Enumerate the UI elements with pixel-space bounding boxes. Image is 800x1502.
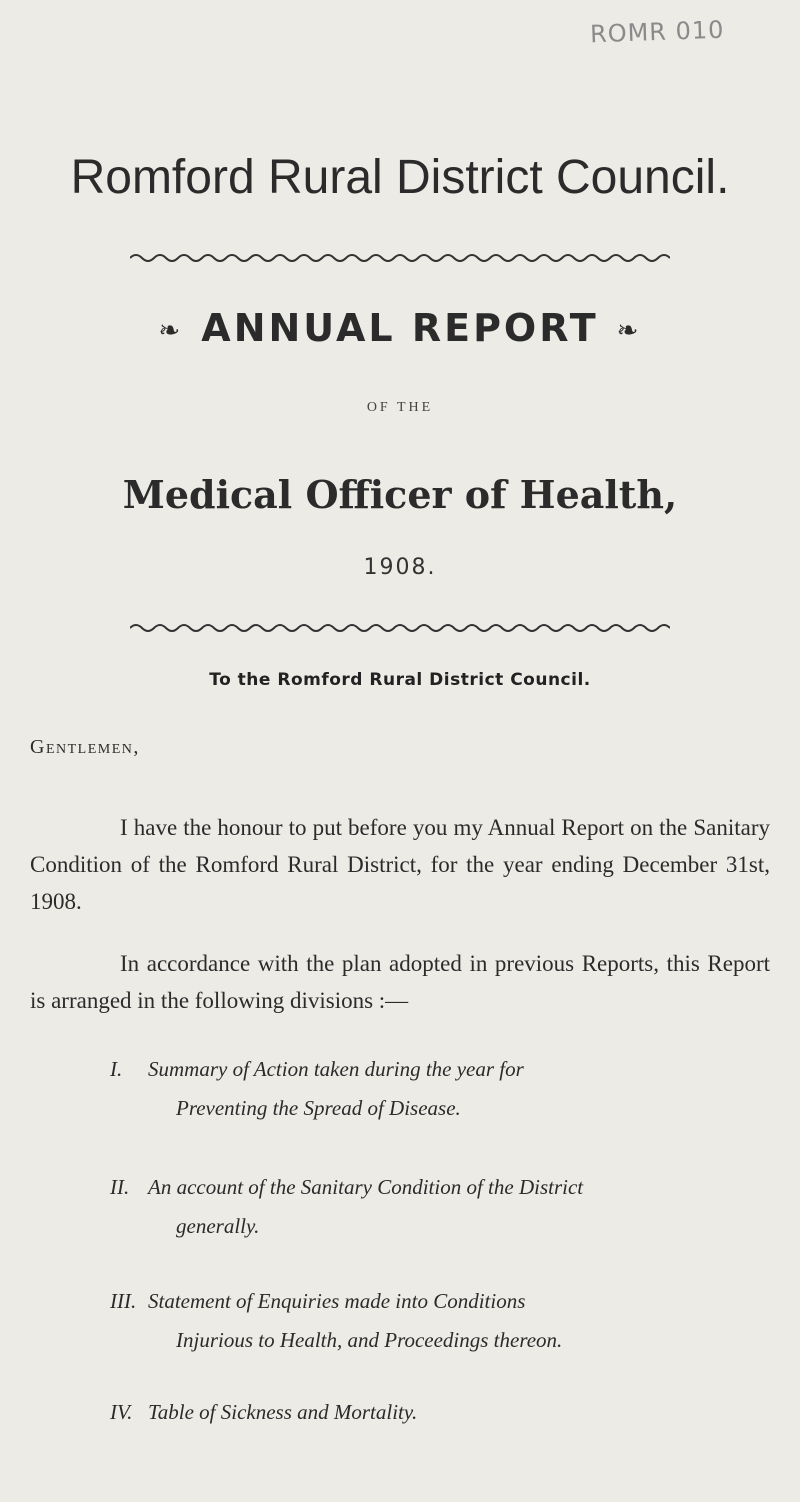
division-number: II. [110,1175,130,1199]
wavy-rule-bottom-icon [130,620,670,636]
division-number: III. [110,1289,137,1313]
officer-title: Medical Officer of Health, [122,472,678,517]
council-title: Romford Rural District Council. [70,151,730,204]
division-line-1: Summary of Action taken during the year for [148,1057,524,1081]
salutation: Gentlemen, [30,736,140,758]
wavy-rule-top [0,250,800,270]
arrangement-paragraph: In accordance with the plan adopted in previous Reports, this Report is arranged in the following divisions :— [30,951,770,1013]
division-text [148,1168,768,1246]
annual-report-heading [0,306,800,350]
report-year: 1908. [363,555,437,580]
division-number: IV. [110,1400,133,1424]
division-line-1: Table of Sickness and Mortality. [148,1400,418,1424]
division-text [148,1393,768,1432]
intro-paragraph: I have the honour to put before you my Annual Report on the Sanitary Condition of the Romford Rural District, for the year ending December 31st, 1908. [30,815,770,914]
wavy-rule-top-icon [130,250,670,266]
division-line-2: generally. [176,1214,260,1238]
division-line-2: Injurious to Health, and Proceedings thereon. [176,1328,563,1352]
division-line-2: Preventing the Spread of Disease. [176,1096,461,1120]
addressee-line: To the Romford Rural District Council. [209,670,591,690]
annual-report-title: ANNUAL REPORT [201,306,599,350]
division-number: I. [110,1057,123,1081]
division-line-1: Statement of Enquiries made into Conditions [148,1289,526,1313]
division-text [148,1282,768,1360]
left-ornament-icon: ❧ [158,315,184,346]
division-line-1: An account of the Sanitary Condition of the District [148,1175,584,1199]
archive-reference-mark: ROMR 010 [589,15,725,49]
of-the-label: OF THE [366,400,434,415]
wavy-rule-bottom [0,620,800,640]
right-ornament-icon: ❧ [616,315,642,346]
division-text [148,1050,768,1128]
